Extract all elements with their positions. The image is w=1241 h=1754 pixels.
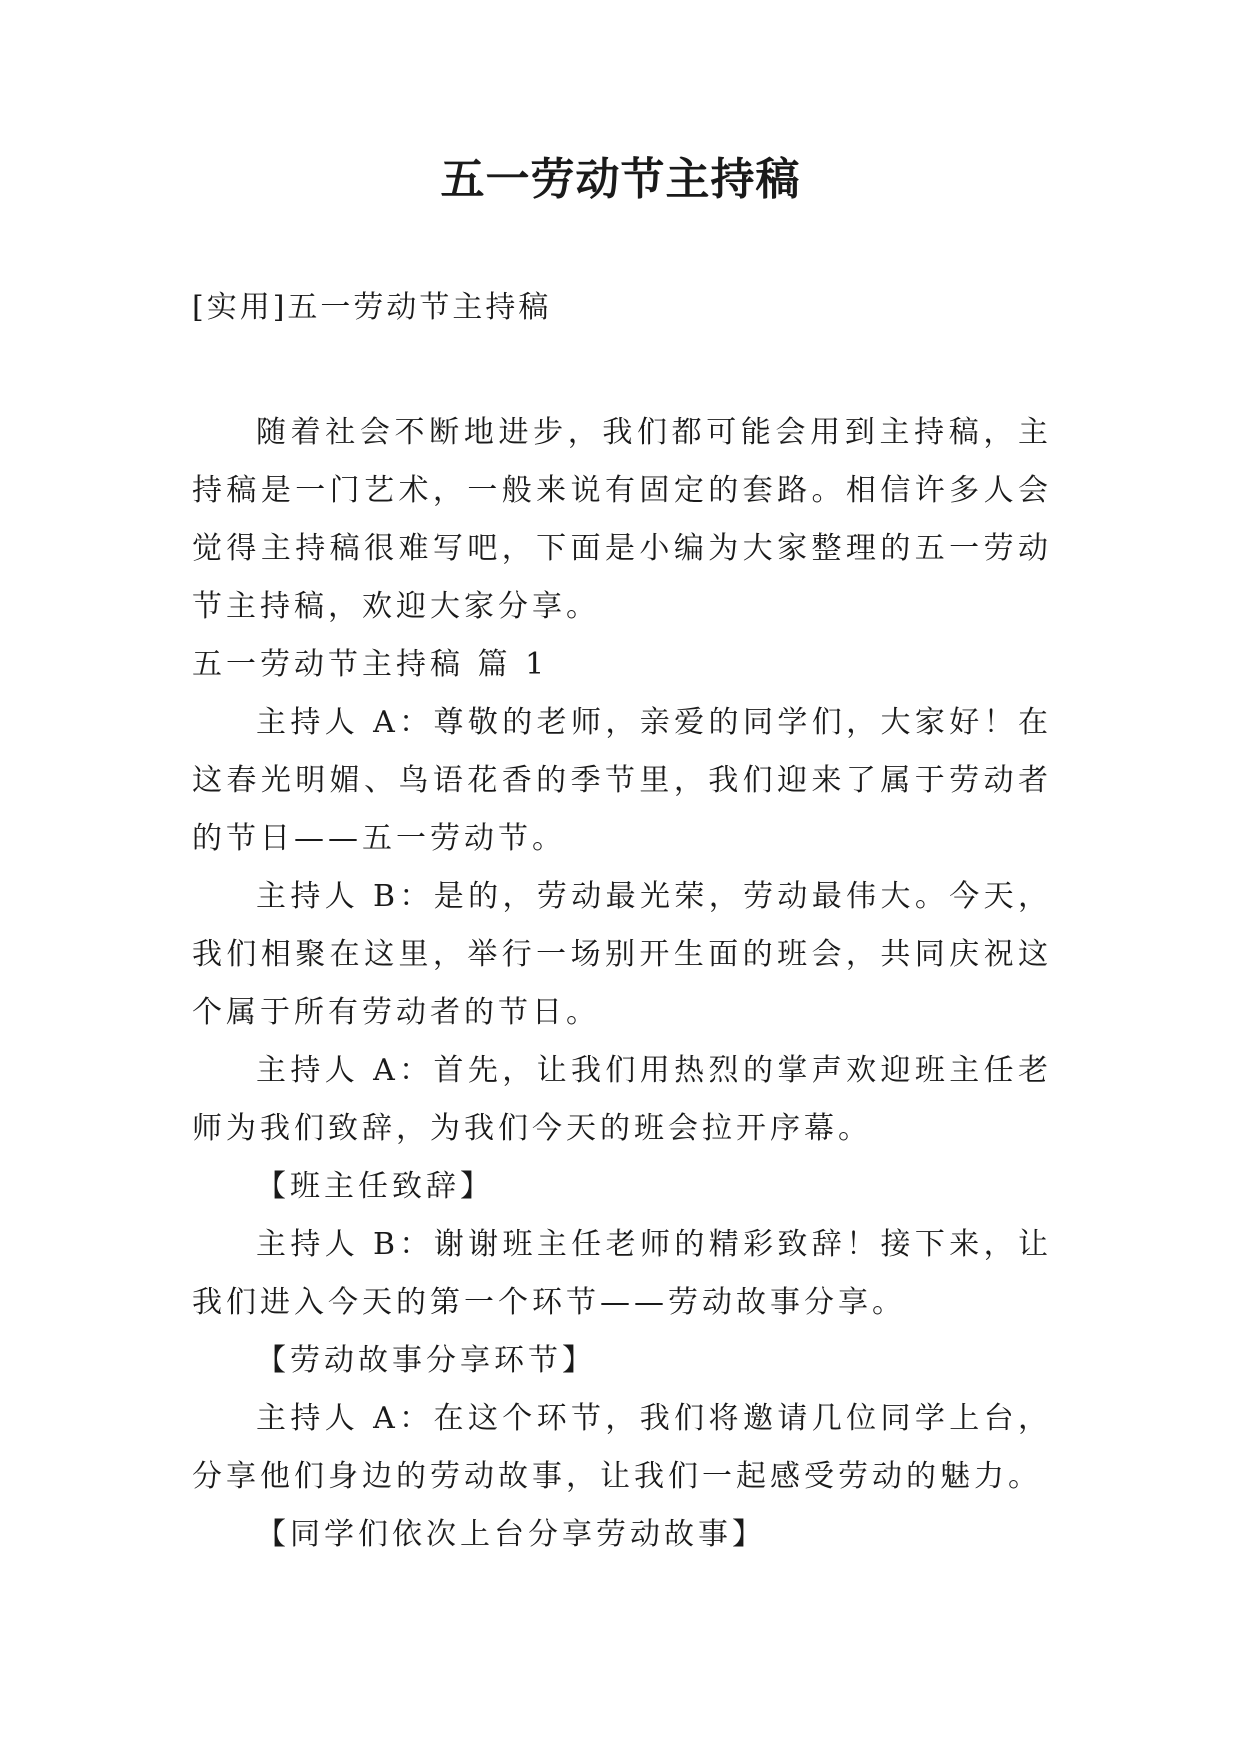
section-heading: 五一劳动节主持稿 篇 1 [192, 647, 549, 682]
host-a-paragraph: 主持人 A：首先，让我们用热烈的掌声欢迎班主任老师为我们致辞，为我们今天的班会拉开序幕。 [192, 1053, 1052, 1146]
document-body [192, 404, 1052, 1564]
stage-direction: 【班主任致辞】 [256, 1169, 494, 1204]
host-b-paragraph: 主持人 B：谢谢班主任老师的精彩致辞！接下来，让我们进入今天的第一个环节——劳动故事分享。 [192, 1227, 1052, 1320]
intro-paragraph: 随着社会不断地进步，我们都可能会用到主持稿，主持稿是一门艺术，一般来说有固定的套路。相信许多人会觉得主持稿很难写吧，下面是小编为大家整理的五一劳动节主持稿，欢迎大家分享。 [192, 415, 1052, 624]
host-a-paragraph: 主持人 A：在这个环节，我们将邀请几位同学上台，分享他们身边的劳动故事，让我们一起感受劳动的魅力。 [192, 1401, 1052, 1494]
stage-direction: 【劳动故事分享环节】 [256, 1343, 596, 1378]
host-b-paragraph: 主持人 B：是的，劳动最光荣，劳动最伟大。今天，我们相聚在这里，举行一场别开生面的班会，共同庆祝这个属于所有劳动者的节日。 [192, 879, 1052, 1030]
document-subtitle: [实用]五一劳动节主持稿 [192, 290, 552, 325]
page-title: 五一劳动节主持稿 [440, 154, 801, 205]
host-a-paragraph: 主持人 A：尊敬的老师，亲爱的同学们，大家好！在这春光明媚、鸟语花香的季节里，我们迎来了属于劳动者的节日——五一劳动节。 [192, 705, 1052, 856]
stage-direction: 【同学们依次上台分享劳动故事】 [256, 1517, 766, 1552]
